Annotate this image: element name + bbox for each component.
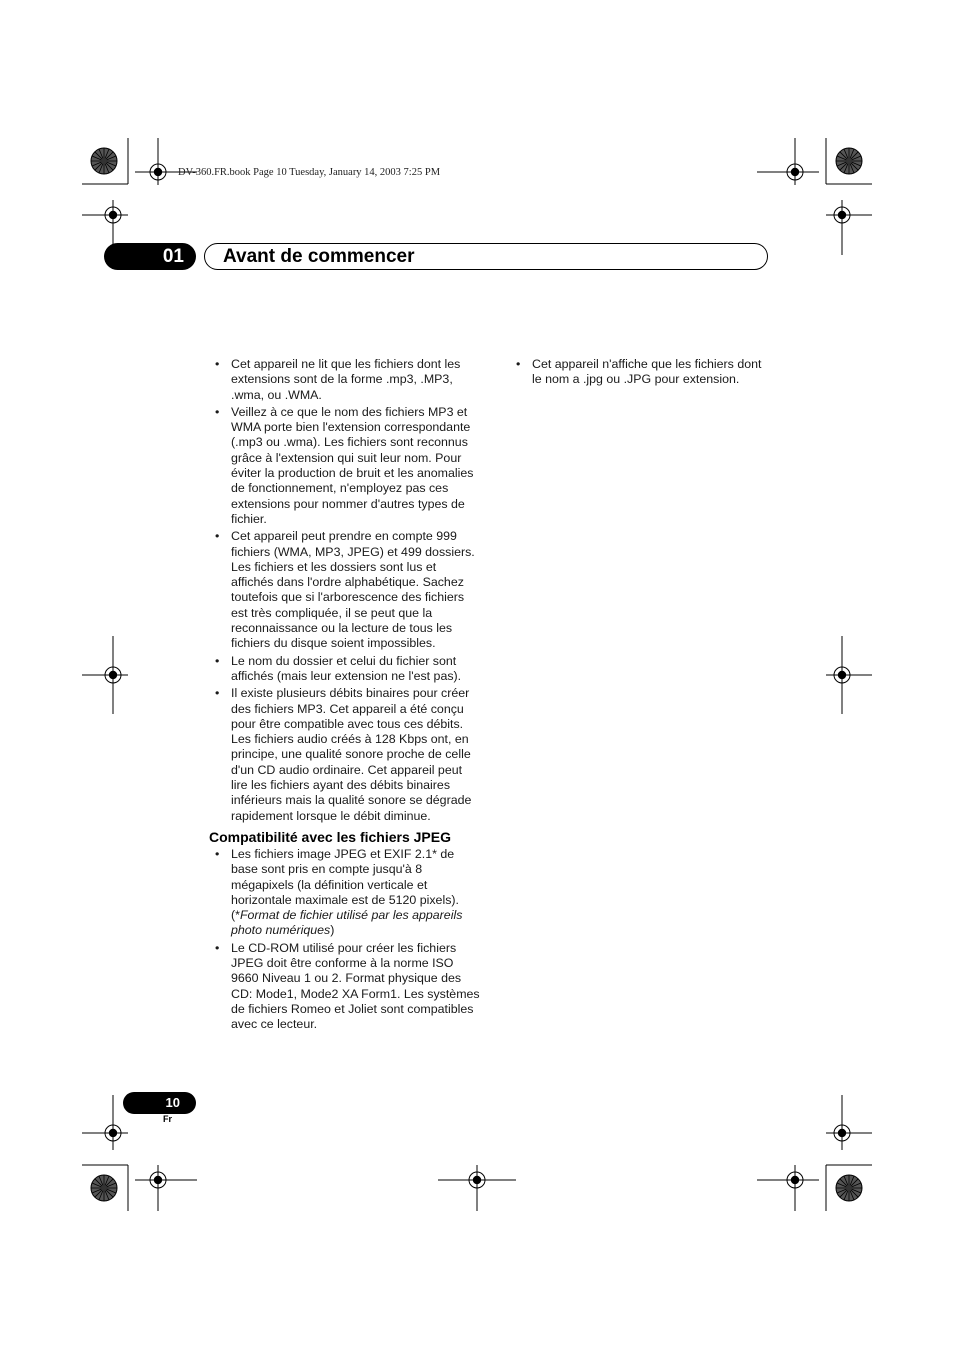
page-language: Fr <box>163 1114 172 1124</box>
list-item: • Le nom du dossier et celui du fichier sont affichés (mais leur extension ne l'est pas). <box>209 654 481 685</box>
chapter-title: Avant de commencer <box>223 246 415 267</box>
footnote-open: (* <box>231 908 240 923</box>
chapter-number-badge: 01 <box>104 243 196 270</box>
footnote-close: ) <box>330 923 335 938</box>
jpeg-spec-text: Les fichiers image JPEG et EXIF 2.1* de base sont pris en compte jusqu'à 8 mégapixels (la définition verticale et horizontale maximale est de 5120 pixels). <box>231 846 459 907</box>
bullet-list-files <box>209 357 481 824</box>
list-item: • Cet appareil peut prendre en compte 999 fichiers (WMA, MP3, JPEG) et 499 dossiers. Les fichiers et les dossiers sont lus et affichés dans l'ordre alphabétique. Sachez toutefois que si l'arborescence des fichiers est très compliquée, il se peut que la reconnaissance ou la lecture de tous les fichiers du disque soient impossibles. <box>209 529 481 651</box>
bullet-list-jpeg <box>209 847 481 1033</box>
left-column <box>209 357 481 1034</box>
list-item: • Le CD-ROM utilisé pour créer les fichiers JPEG doit être conforme à la norme ISO 9660 Niveau 1 ou 2. Format physique des CD: Mode1, Mode2 XA Form1. Les systèmes de fichiers Romeo et Joliet sont compatibles avec ce lecteur. <box>209 941 481 1033</box>
footnote-text: Format de fichier utilisé par les appareils photo numériques <box>231 908 463 938</box>
section-heading-jpeg: Compatibilité avec les fichiers JPEG <box>209 828 451 845</box>
list-item: • Il existe plusieurs débits binaires pour créer des fichiers MP3. Cet appareil a été conçu pour être compatible avec tous ces débits. Les fichiers audio créés à 128 Kbps ont, en principe, une qualité sonore proche de celle d'un CD audio ordinaire. Cet appareil peut lire les fichiers ayant des débits binaires inférieurs mais la qualité sonore se dégrade rapidement lorsque le débit diminue. <box>209 686 481 824</box>
list-item: • Cet appareil n'affiche que les fichiers dont le nom a .jpg ou .JPG pour extension. <box>510 357 772 388</box>
print-header: DV-360.FR.book Page 10 Tuesday, January 14, 2003 7:25 PM <box>178 167 441 178</box>
list-item: • Cet appareil ne lit que les fichiers dont les extensions sont de la forme .mp3, .MP3, .wma, ou .WMA. <box>209 357 481 403</box>
list-item <box>209 847 481 939</box>
bullet-list-right <box>510 357 772 388</box>
list-item: • Veillez à ce que le nom des fichiers MP3 et WMA porte bien l'extension correspondante (.mp3 ou .wma). Les fichiers sont reconnus grâce à l'extension qui suit leur nom. Pour éviter la production de bruit et les anomalies de fonctionnement, n'employez pas ces extensions pour nommer d'autres types de fichier. <box>209 405 481 527</box>
right-column <box>510 357 772 390</box>
page-number-badge: 10 <box>123 1092 196 1114</box>
chapter-title-bar <box>204 243 768 270</box>
